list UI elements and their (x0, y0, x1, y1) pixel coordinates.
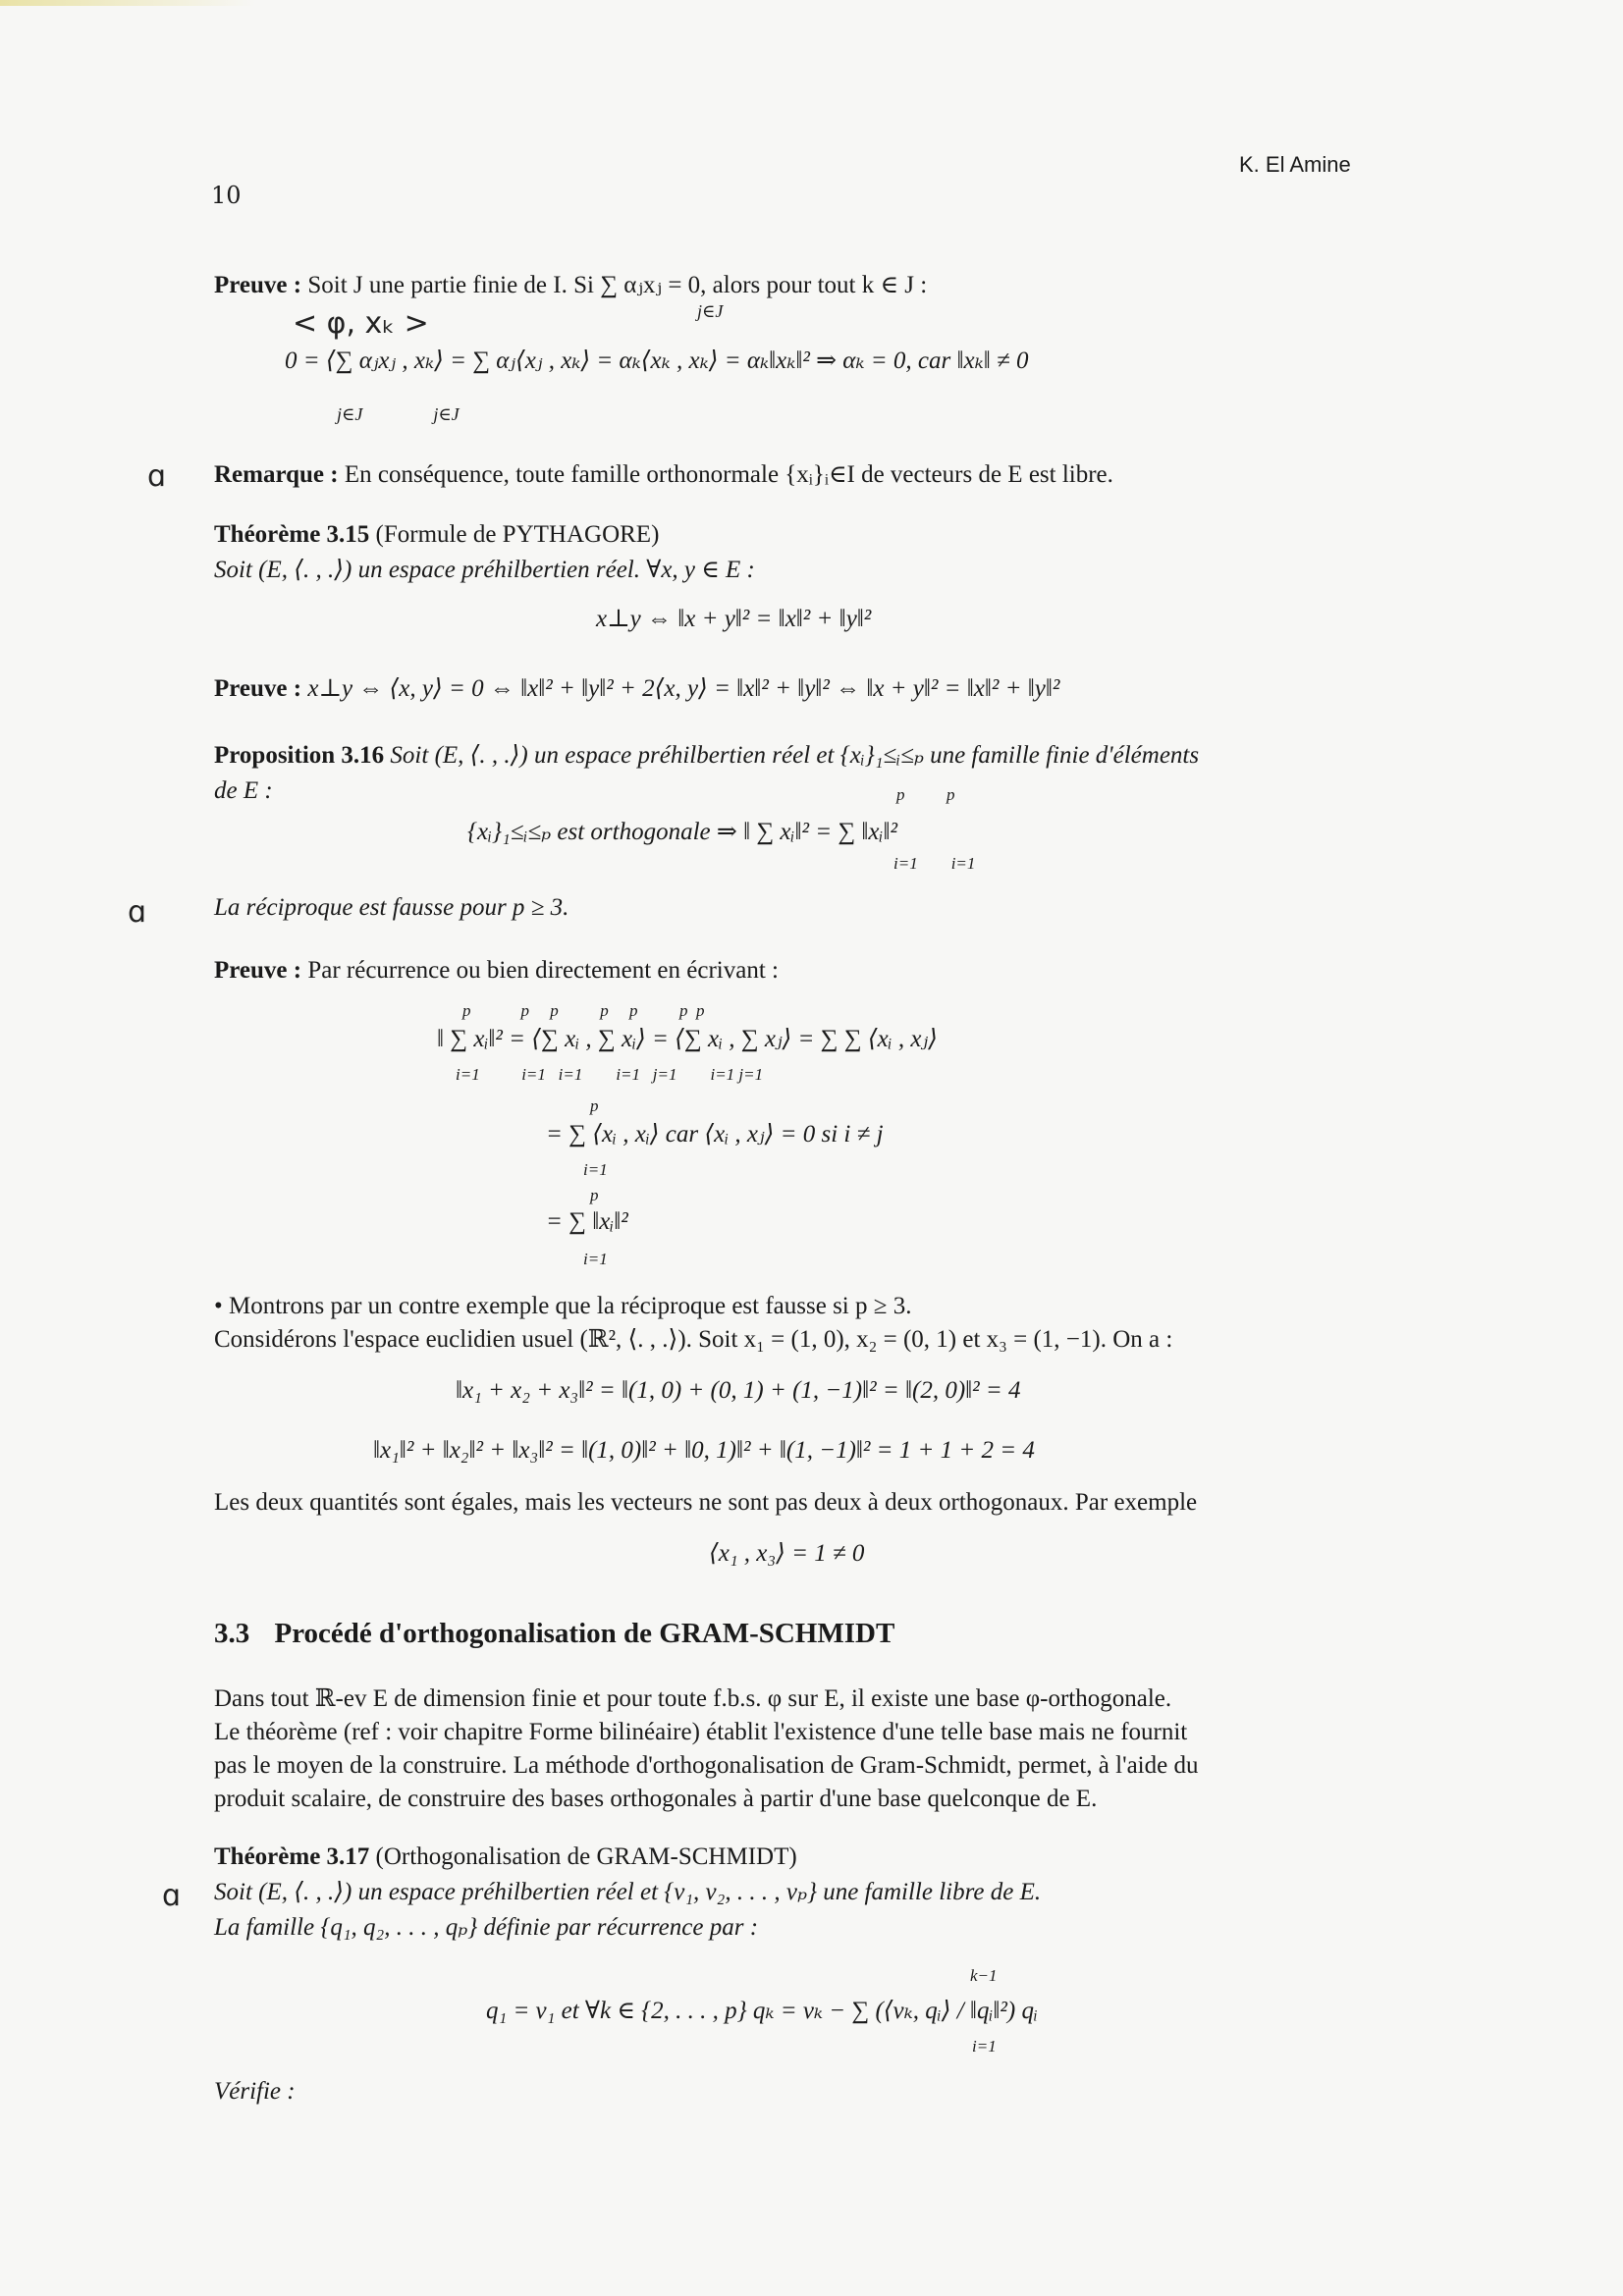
proof-316-line3: = ∑ ‖xᵢ‖² (546, 1208, 628, 1235)
theorem-315-heading (214, 517, 659, 553)
header-author: K. El Amine (1239, 152, 1351, 177)
theorem-317-line2: La famille {q₁, q₂, . . . , qₚ} définie par récurrence par : (214, 1914, 759, 1941)
proof1-sub: j∈J (697, 301, 724, 321)
proof1-equation: 0 = ⟨∑ αⱼxⱼ , xₖ⟩ = ∑ αⱼ⟨xⱼ , xₖ⟩ = αₖ⟨xₖ , xₖ⟩ = αₖ‖xₖ‖² ⇒ αₖ = 0, car ‖xₖ‖ ≠ 0 (285, 347, 1029, 374)
proof-316-text: Par récurrence ou bien directement en écrivant : (307, 957, 779, 984)
margin-mark: ɑ (128, 895, 147, 930)
proof-316-line2-bot: i=1 (583, 1160, 608, 1179)
proof-316-line2-top: p (590, 1096, 599, 1115)
counter-line1: • Montrons par un contre exemple que la réciproque est fausse si p ≥ 3. (214, 1293, 912, 1319)
prop-316-note: La réciproque est fausse pour p ≥ 3. (214, 894, 569, 921)
section-title: Procédé d'orthogonalisation de GRAM-SCHMIDT (274, 1618, 895, 1649)
proof-316-line2: = ∑ ⟨xᵢ , xᵢ⟩ car ⟨xᵢ , xⱼ⟩ = 0 si i ≠ j (546, 1121, 884, 1148)
theorem-317-title: (Orthogonalisation de GRAM-SCHMIDT) (375, 1843, 797, 1870)
proof-316-line1: ‖ ∑ xᵢ‖² = ⟨∑ xᵢ , ∑ xᵢ⟩ = ⟨∑ xᵢ , ∑ xⱼ⟩ = ∑ ∑ ⟨xᵢ , xⱼ⟩ (437, 1026, 938, 1052)
prop-316-eq-top: p p (896, 785, 955, 804)
proof-315-label: Preuve : (214, 675, 302, 702)
theorem-317-line1: Soit (E, ⟨. , .⟩) un espace préhilbertien réel et {v₁, v₂, . . . , vₚ} une famille libre de E. (214, 1879, 1042, 1905)
prop-316-equation: {xᵢ}₁≤ᵢ≤ₚ est orthogonale ⇒ ‖ ∑ xᵢ‖² = ∑ ‖xᵢ‖² (467, 819, 898, 845)
theorem-317-eq-top: k−1 (970, 1966, 998, 1985)
prop-316-heading (214, 738, 1199, 774)
theorem-317-label: Théorème 3.17 (214, 1843, 370, 1870)
proof1-text: Soit J une partie finie de I. Si ∑ αⱼxⱼ = 0, alors pour tout k ∈ J : (307, 272, 928, 298)
margin-mark: ɑ (162, 1879, 182, 1913)
theorem-317-verifie: Vérifie : (214, 2078, 296, 2105)
theorem-317-eq-bot: i=1 (972, 2037, 997, 2056)
remark (214, 457, 1113, 493)
section-heading (214, 1618, 894, 1650)
prop-316-label: Proposition 3.16 (214, 742, 385, 769)
section-p4: produit scalaire, de construire des bases orthogonales à partir d'une base quelconque de E. (214, 1786, 1098, 1812)
margin-mark: ɑ (147, 459, 167, 494)
counter-line2: Considérons l'espace euclidien usuel (ℝ², ⟨. , .⟩). Soit x₁ = (1, 0), x₂ = (0, 1) et x₃ = (1, −1). On a : (214, 1326, 1173, 1353)
section-p2: Le théorème (ref : voir chapitre Forme bilinéaire) établit l'existence d'une telle base mais ne fournit (214, 1719, 1188, 1745)
theorem-315-label: Théorème 3.15 (214, 521, 370, 548)
proof-316-label: Preuve : (214, 957, 302, 984)
page-number: 10 (211, 182, 242, 209)
theorem-317-equation: q₁ = v₁ et ∀k ∈ {2, . . . , p} qₖ = vₖ − ∑ (⟨vₖ, qᵢ⟩ / ‖qᵢ‖²) qᵢ (486, 1998, 1038, 2024)
proof1-line (214, 268, 927, 303)
counter-eq3: ⟨x₁ , x₃⟩ = 1 ≠ 0 (709, 1540, 865, 1567)
proof1-equation-subs: j∈J j∈J (337, 404, 460, 424)
counter-line3: Les deux quantités sont égales, mais les vecteurs ne sont pas deux à deux orthogonaux. Par exemple (214, 1489, 1198, 1516)
theorem-315-equation: x⊥y ⇔ ‖x + y‖² = ‖x‖² + ‖y‖² (596, 606, 872, 632)
scan-stain (0, 0, 255, 6)
theorem-315-statement: Soit (E, ⟨. , .⟩) un espace préhilbertien réel. ∀x, y ∈ E : (214, 557, 755, 583)
counter-eq2: ‖x₁‖² + ‖x₂‖² + ‖x₃‖² = ‖(1, 0)‖² + ‖0, 1)‖² + ‖(1, −1)‖² = 1 + 1 + 2 = 4 (373, 1437, 1035, 1464)
section-number: 3.3 (214, 1618, 250, 1649)
theorem-317-heading (214, 1840, 797, 1875)
proof-316 (214, 953, 779, 988)
prop-316-eq-bot: i=1 i=1 (893, 854, 976, 873)
theorem-315-title: (Formule de PYTHAGORE) (375, 521, 660, 548)
remark-label: Remarque : (214, 461, 339, 488)
section-p1: Dans tout ℝ-ev E de dimension finie et pour toute f.b.s. φ sur E, il existe une base φ-orthogonale. (214, 1685, 1172, 1712)
prop-316-statement: Soit (E, ⟨. , .⟩) un espace préhilbertien réel et {xᵢ}₁≤ᵢ≤ₚ une famille finie d'éléments (390, 742, 1200, 769)
proof-315 (214, 671, 1059, 707)
proof-316-line1-bot: i=1 i=1 i=1 i=1 j=1 i=1 j=1 (456, 1065, 764, 1084)
proof1-label: Preuve : (214, 272, 302, 298)
proof-316-line1-top: p p p p p p p (462, 1001, 705, 1020)
prop-316-statement2: de E : (214, 777, 273, 804)
proof-316-line3-bot: i=1 (583, 1250, 608, 1268)
proof-316-line3-top: p (590, 1186, 599, 1204)
proof-315-text: x⊥y ⇔ ⟨x, y⟩ = 0 ⇔ ‖x‖² + ‖y‖² + 2⟨x, y⟩ = ‖x‖² + ‖y‖² ⇔ ‖x + y‖² = ‖x‖² + ‖y‖² (307, 675, 1060, 702)
handwritten-note: < φ, xₖ > (293, 306, 429, 341)
remark-text: En conséquence, toute famille orthonormale {xᵢ}ᵢ∈I de vecteurs de E est libre. (344, 461, 1113, 488)
section-p3: pas le moyen de la construire. La méthode d'orthogonalisation de Gram-Schmidt, permet, à l'aide du (214, 1752, 1199, 1779)
counter-eq1: ‖x₁ + x₂ + x₃‖² = ‖(1, 0) + (0, 1) + (1, −1)‖² = ‖(2, 0)‖² = 4 (456, 1377, 1021, 1404)
